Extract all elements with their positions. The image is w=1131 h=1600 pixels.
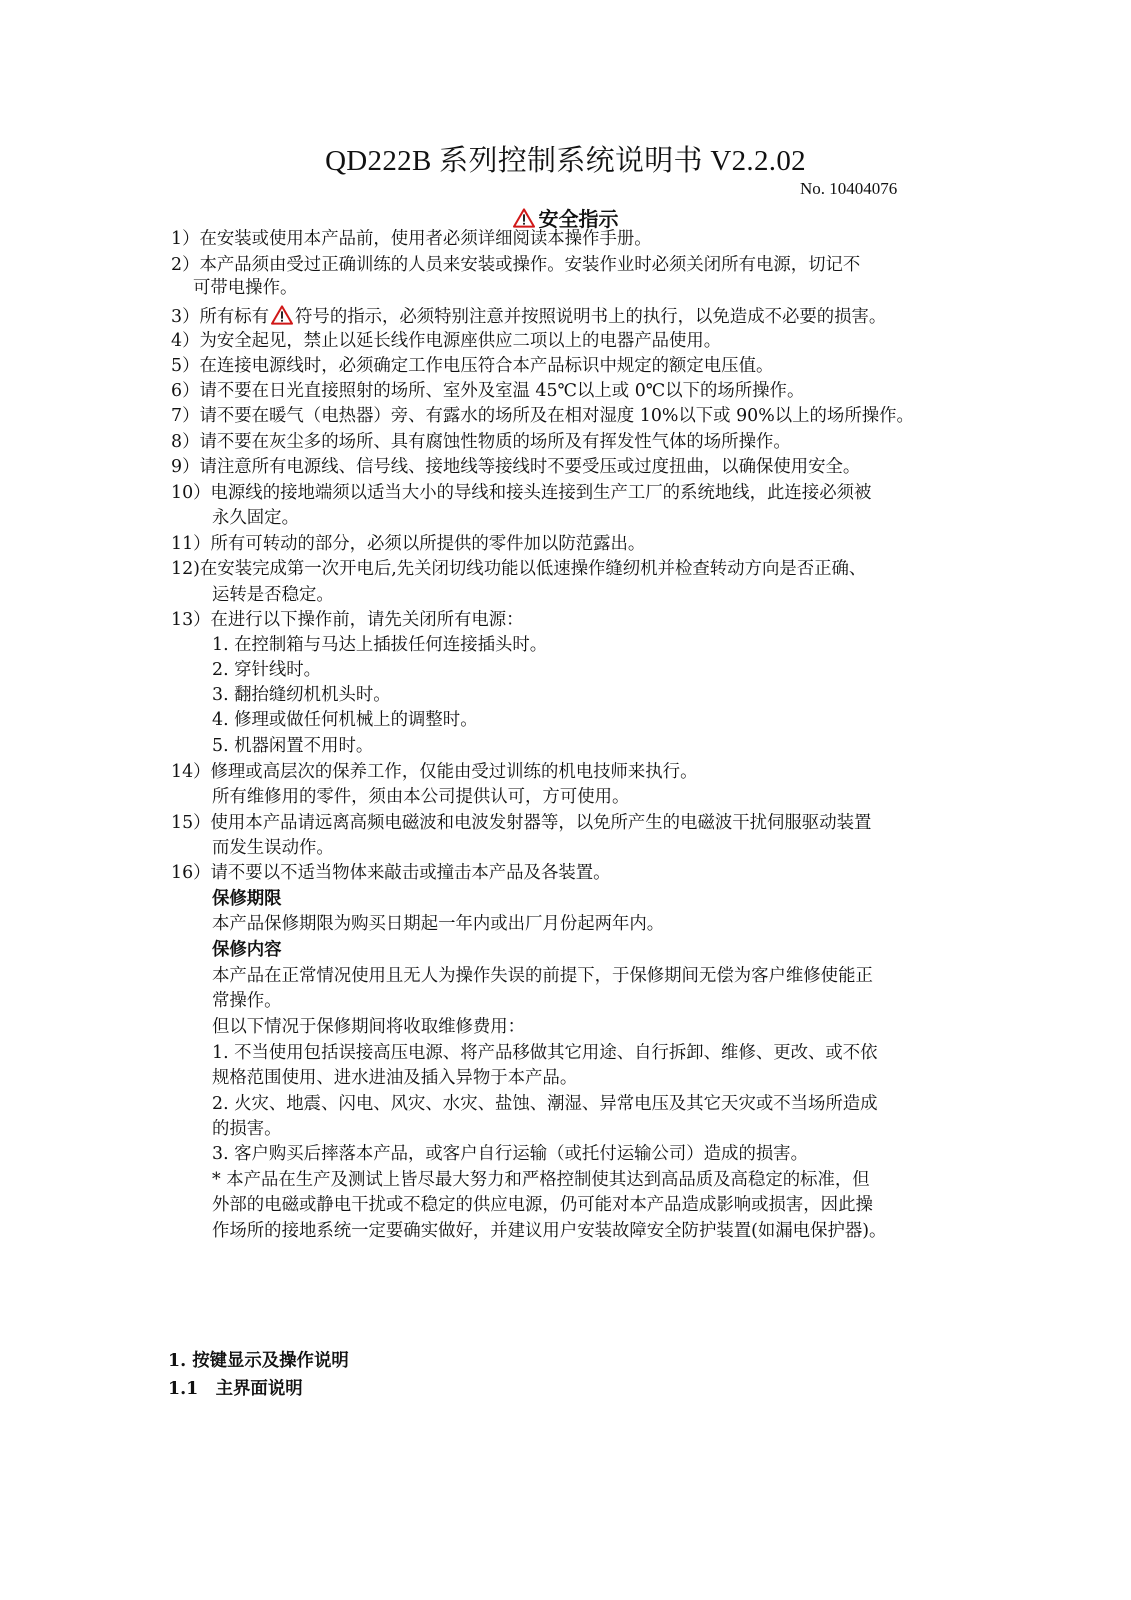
warranty-period-text: 本产品保修期限为购买日期起一年内或出厂月份起两年内。 [212,914,665,934]
document-title: QD222B 系列控制系统说明书 V2.2.02 [325,145,806,177]
warranty-period-heading: 保修期限 [212,889,282,909]
section-heading-1-1: 1.1 主界面说明 [168,1379,303,1399]
safety-item-10-cont: 永久固定。 [212,508,299,528]
safety-item-12-cont: 运转是否稳定。 [212,585,334,605]
warning-triangle-icon [513,208,535,228]
safety-item-16: 16）请不要以不适当物体来敲击或撞击本产品及各装置。 [171,863,611,883]
safety-item-5: 5）在连接电源线时，必须确定工作电压符合本产品标识中规定的额定电压值。 [171,356,774,376]
safety-heading [0,203,1131,232]
warranty-content-text-cont: 常操作。 [212,991,282,1011]
safety-item-6: 6）请不要在日光直接照射的场所、室外及室温 45℃以上或 0℃以下的场所操作。 [171,381,805,401]
document-number: No. 10404076 [800,179,898,198]
safety-item-15: 15）使用本产品请远离高频电磁波和电波发射器等，以免所产生的电磁波干扰伺服驱动装置 [171,813,872,833]
safety-item-3 [171,305,886,327]
safety-subitem-13-3: 3. 翻抬缝纫机机头时。 [212,685,391,705]
warranty-content-text: 本产品在正常情况使用且无人为操作失误的前提下，于保修期间无偿为客户维修使能正 [212,966,873,986]
warranty-fee-item-3: 3. 客户购买后摔落本产品，或客户自行运输（或托付运输公司）造成的损害。 [212,1144,809,1164]
safety-item-3-start: 3）所有标有 [171,307,270,327]
warranty-content-heading: 保修内容 [212,940,282,960]
safety-item-7: 7）请不要在暖气（电热器）旁、有露水的场所及在相对湿度 10%以下或 90%以上的场所操作。 [171,406,914,426]
warranty-fee-item-2: 2. 火灾、地震、闪电、风灾、水灾、盐蚀、潮湿、异常电压及其它天灾或不当场所造成 [212,1094,878,1114]
warranty-fee-intro: 但以下情况于保修期间将收取维修费用： [212,1017,526,1037]
warranty-fee-item-1-cont: 规格范围使用、进水进油及插入异物于本产品。 [212,1068,578,1088]
safety-item-13: 13）在进行以下操作前，请先关闭所有电源： [171,610,524,630]
warranty-fee-item-1: 1. 不当使用包括误接高压电源、将产品移做其它用途、自行拆卸、维修、更改、或不依 [212,1043,878,1063]
safety-item-11: 11）所有可转动的部分，必须以所提供的零件加以防范露出。 [171,534,646,554]
safety-item-1: 1）在安装或使用本产品前，使用者必须详细阅读本操作手册。 [171,229,652,249]
safety-subitem-13-2: 2. 穿针线时。 [212,660,322,680]
safety-item-12: 12)在安装完成第一次开电后,先关闭切线功能以低速操作缝纫机并检查转动方向是否正确、 [171,559,867,579]
safety-item-2: 2）本产品须由受过正确训练的人员来安装或操作。安装作业时必须关闭所有电源，切记不 [171,255,861,275]
safety-item-9: 9）请注意所有电源线、信号线、接地线等接线时不要受压或过度扭曲，以确保使用安全。 [171,457,861,477]
warranty-fee-item-2-cont: 的损害。 [212,1119,282,1139]
safety-item-2-cont: 可带电操作。 [193,278,298,298]
warranty-note-line-2: 外部的电磁或静电干扰或不稳定的供应电源，仍可能对本产品造成影响或损害，因此操 [212,1195,873,1215]
safety-heading-text: 安全指示 [538,207,619,231]
section-heading-1: 1. 按键显示及操作说明 [168,1351,349,1371]
safety-item-3-end: 符号的指示，必须特别注意并按照说明书上的执行，以免造成不必要的损害。 [295,307,887,327]
safety-item-4: 4）为安全起见，禁止以延长线作电源座供应二项以上的电器产品使用。 [171,331,722,351]
safety-subitem-13-1: 1. 在控制箱与马达上插拔任何连接插头时。 [212,635,548,655]
warranty-note-line-1: * 本产品在生产及测试上皆尽最大努力和严格控制使其达到高品质及高稳定的标准，但 [212,1170,870,1190]
safety-item-14-cont: 所有维修用的零件，须由本公司提供认可，方可使用。 [212,787,630,807]
warning-triangle-icon [270,305,294,325]
safety-subitem-13-5: 5. 机器闲置不用时。 [212,736,374,756]
safety-subitem-13-4: 4. 修理或做任何机械上的调整时。 [212,710,478,730]
warranty-note-line-3: 作场所的接地系统一定要确实做好，并建议用户安装故障安全防护装置(如漏电保护器)。 [212,1221,887,1241]
safety-item-10: 10）电源线的接地端须以适当大小的导线和接头连接到生产工厂的系统地线，此连接必须被 [171,483,872,503]
safety-item-14: 14）修理或高层次的保养工作，仅能由受过训练的机电技师来执行。 [171,762,698,782]
safety-item-15-cont: 而发生误动作。 [212,838,334,858]
safety-item-8: 8）请不要在灰尘多的场所、具有腐蚀性物质的场所及有挥发性气体的场所操作。 [171,432,791,452]
